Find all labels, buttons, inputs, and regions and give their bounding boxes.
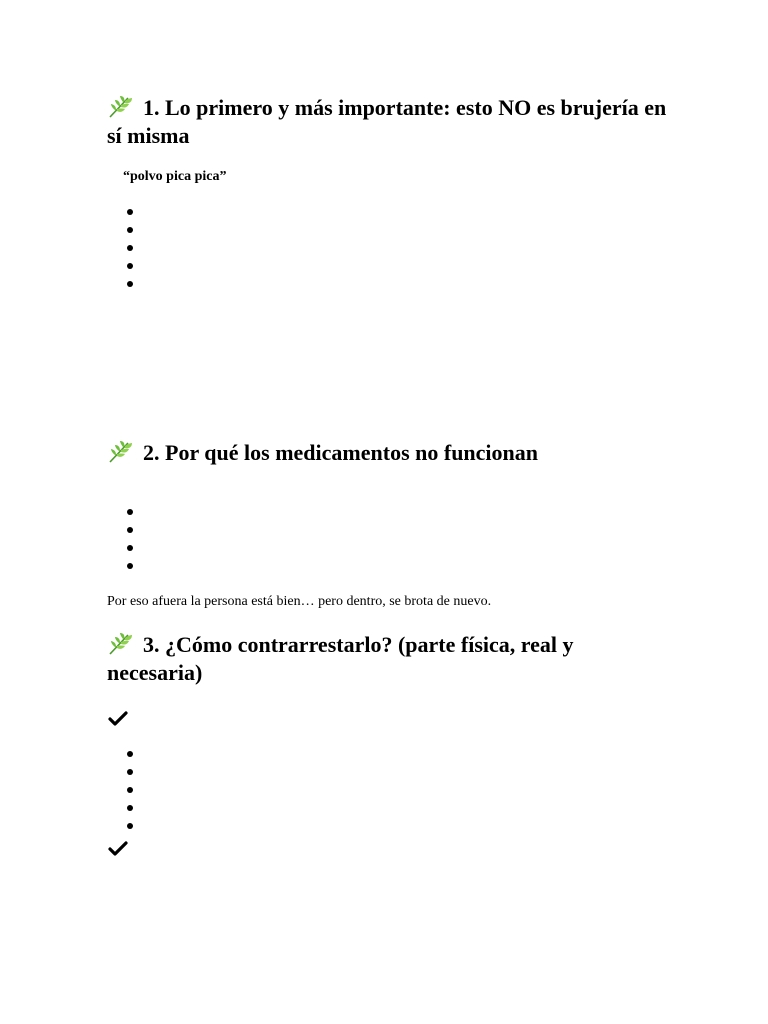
list-item xyxy=(127,823,133,829)
section-1-heading-text: 1. Lo primero y más importante: esto NO es brujería en sí misma xyxy=(107,95,667,148)
section-1-subtitle: “polvo pica pica” xyxy=(123,169,227,184)
section-1-heading xyxy=(107,94,667,150)
section-3-heading-text: 3. ¿Cómo contrarrestarlo? (parte física, real y necesaria) xyxy=(107,632,574,685)
leaf-icon xyxy=(107,632,133,656)
list-item xyxy=(127,281,133,287)
list-item xyxy=(127,769,133,775)
section-3-heading xyxy=(107,631,667,687)
section-1-bullet-list xyxy=(127,209,133,299)
list-item xyxy=(127,245,133,251)
section-2-heading-text: 2. Por qué los medicamentos no funcionan xyxy=(143,440,539,465)
section-2-bullet-list xyxy=(127,509,133,581)
list-item xyxy=(127,227,133,233)
section-2-note: Por eso afuera la persona está bien… pero dentro, se brota de nuevo. xyxy=(107,594,492,609)
section-3-bullet-list xyxy=(127,751,133,841)
list-item xyxy=(127,509,133,515)
list-item xyxy=(127,787,133,793)
list-item xyxy=(127,545,133,551)
list-item xyxy=(127,263,133,269)
leaf-icon xyxy=(107,440,133,464)
list-item xyxy=(127,209,133,215)
leaf-icon xyxy=(107,95,133,119)
list-item xyxy=(127,527,133,533)
list-item xyxy=(127,563,133,569)
list-item xyxy=(127,805,133,811)
section-2-heading xyxy=(107,439,667,467)
check-icon xyxy=(108,841,128,857)
list-item xyxy=(127,751,133,757)
check-icon xyxy=(108,711,128,727)
